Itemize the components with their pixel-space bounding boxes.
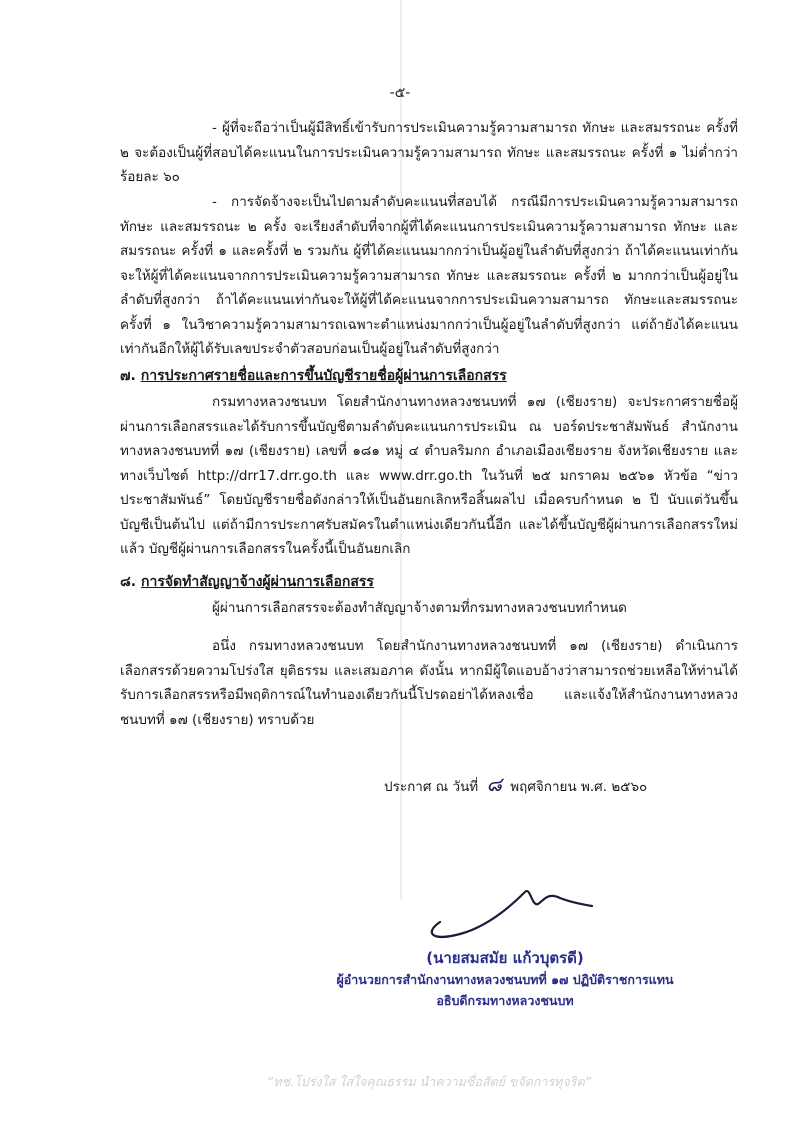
section-7-heading [120, 364, 507, 388]
section-7-number: ๗. [120, 368, 136, 384]
handwritten-signature [420, 862, 610, 942]
section-8-title: การจัดทำสัญญาจ้างผู้ผ่านการเลือกสรร [141, 574, 374, 590]
page-number: -๕- [389, 85, 411, 101]
section-7-body: กรมทางหลวงชนบท โดยสำนักงานทางหลวงชนบทที่ ๑๗ (เชียงราย) จะประกาศรายชื่อผู้ผ่านการเลือกสรรและได้รับการขึ้นบัญชีตามลำดับคะแนนการประเมิน ณ บอร์ดประชาสัมพันธ์ สำนักงานทางหลวงชนบทที่ ๑๗ (เชียงราย) เลขที่ ๑๘๑ หมู่ ๔ ตำบลริมกก อำเภอเมืองเชียงราย จังหวัดเชียงราย และทางเว็บไซต์ http://drr17.drr.go.th และ www.drr.go.th ในวันที่ ๒๕ มกราคม ๒๕๖๑ หัวข้อ “ข่าวประชาสัมพันธ์” โดยบัญชีรายชื่อดังกล่าวให้เป็นอันยกเลิกหรือสิ้นผลไป เมื่อครบกำหนด ๒ ปี นับแต่วันขึ้นบัญชีเป็นต้นไป แต่ถ้ามีการประกาศรับสมัครในตำแหน่งเดียวกันนี้อีก และได้ขึ้นบัญชีผู้ผ่านการเลือกสรรใหม่แล้ว บัญชีผู้ผ่านการเลือกสรรในครั้งนี้เป็นอันยกเลิก [120, 394, 738, 557]
section-8-heading [120, 570, 374, 594]
announce-suffix: พฤศจิกายน พ.ศ. ๒๕๖๐ [510, 779, 648, 795]
announce-prefix: ประกาศ ณ วันที่ [384, 779, 479, 795]
announce-day: ๘ [486, 772, 502, 796]
section-7-title: การประกาศรายชื่อและการขึ้นบัญชีรายชื่อผู้ผ่านการเลือกสรร [140, 368, 507, 384]
signer-name: (นายสมสมัย แก้วบุตรดี) [426, 949, 584, 967]
signer-position-2: อธิบดีกรมทางหลวงชนบท [436, 993, 574, 1008]
signer-position: ผู้อำนวยการสำนักงานทางหลวงชนบทที่ ๑๗ ปฏิบัติราชการแทน [336, 972, 674, 987]
paragraph-ranking: - การจัดจ้างจะเป็นไปตามลำดับคะแนนที่สอบได้ กรณีมีการประเมินความรู้ความสามารถ ทักษะ และสมรรถนะ ๒ ครั้ง จะเรียงลำดับที่จากผู้ที่ได้คะแนนการประเมินความรู้ความสามารถ ทักษะ และสมรรถนะ ครั้งที่ ๑ และครั้งที่ ๒ รวมกัน ผู้ที่ได้คะแนนมากกว่าเป็นผู้อยู่ในลำดับที่สูงกว่า ถ้าได้คะแนนเท่ากันจะให้ผู้ที่ได้คะแนนจากการประเมินความรู้ความสามารถ ทักษะ และสมรรถนะ ครั้งที่ ๒ มากกว่าเป็นผู้อยู่ในลำดับที่สูงกว่า ถ้าได้คะแนนเท่ากันจะให้ผู้ที่ได้คะแนนจากการประเมินความสามารถ ทักษะและสมรรถนะ ครั้งที่ ๑ ในวิชาความรู้ความสามารถเฉพาะตำแหน่งมากกว่าเป็นผู้อยู่ในลำดับที่สูงกว่า แต่ถ้ายังได้คะแนนเท่ากันอีกให้ผู้ได้รับเลขประจำตัวสอบก่อนเป็นผู้อยู่ในลำดับที่สูงกว่า [120, 194, 738, 357]
announcement-date [384, 768, 647, 800]
paragraph-eligibility: - ผู้ที่จะถือว่าเป็นผู้มีสิทธิ์เข้ารับการประเมินความรู้ความสามารถ ทักษะ และสมรรถนะ ครั้งที่ ๒ จะต้องเป็นผู้ที่สอบได้คะแนนในการประเมินความรู้ความสามารถ ทักษะ และสมรรถนะ ครั้งที่ ๑ ไม่ต่ำกว่าร้อยละ ๖๐ [120, 120, 738, 185]
section-8-body: ผู้ผ่านการเลือกสรรจะต้องทำสัญญาจ้างตามที่กรมทางหลวงชนบทกำหนด [212, 600, 627, 616]
closing-paragraph: อนึ่ง กรมทางหลวงชนบท โดยสำนักงานทางหลวงชนบทที่ ๑๗ (เชียงราย) ดำเนินการเลือกสรรด้วยความโปร่งใส ยุติธรรม และเสมอภาค ดังนั้น หากมีผู้ใดแอบอ้างว่าสามารถช่วยเหลือให้ท่านได้รับการเลือกสรรหรือมีพฤติการณ์ในทำนองเดียวกันนี้โปรดอย่าได้หลงเชื่อ และแจ้งให้สำนักงานทางหลวงชนบทที่ ๑๗ (เชียงราย) ทราบด้วย [120, 638, 738, 728]
section-8-number: ๘. [120, 574, 137, 590]
footer-motto: “ทช.โปร่งใส ใส่ใจคุณธรรม นำความซื่อสัตย์ ขจัดการทุจริต” [266, 1074, 592, 1089]
